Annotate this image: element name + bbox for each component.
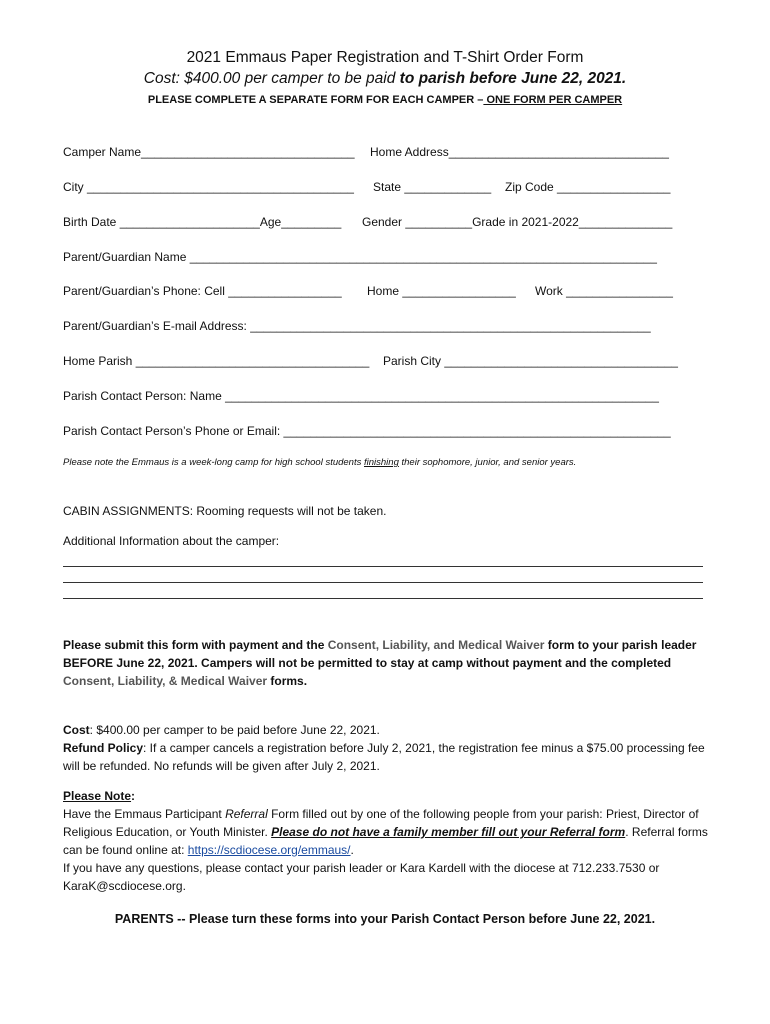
waiver-form-name: Consent, Liability, and Medical Waiver — [327, 638, 545, 652]
refund-label: Refund Policy — [63, 741, 144, 755]
questions-paragraph: If you have any questions, please contact your parish leader or Kara Kardell with the diocese at 712.233.7530 or KaraK@scdiocese.org. — [63, 861, 660, 893]
parish-contact-name-field[interactable]: Parish Contact Person: Name _________________________________________________________________ — [63, 389, 659, 403]
submission-text: form to your parish leader BEFORE June 22, 2021. Campers will not be permitted to stay at camp without payment and the completed — [63, 638, 697, 670]
camp-note — [63, 457, 576, 468]
cost-text: : $400.00 per camper to be paid before June 22, 2021. — [89, 723, 380, 737]
parish-contact-phone-field[interactable]: Parish Contact Person’s Phone or Email: __________________________________________________________ — [63, 424, 671, 438]
birth-date-age-field[interactable]: Birth Date _____________________Age_________ — [63, 215, 342, 229]
parent-work-phone-field[interactable]: Work ________________ — [535, 284, 673, 298]
submission-text: Please submit this form with payment and the — [63, 638, 328, 652]
refund-text: : If a camper cancels a registration before July 2, 2021, the registration fee minus a $75.00 processing fee will be refunded. No refunds will be given after July 2, 2021. — [63, 741, 705, 773]
referral-paragraph — [63, 805, 723, 859]
additional-info-line[interactable] — [63, 582, 703, 583]
camp-note-emphasis: finishing — [364, 457, 399, 468]
camper-name-field[interactable]: Camper Name________________________________ — [63, 145, 355, 159]
cost-refund-block — [63, 721, 723, 775]
cabin-assignments: CABIN ASSIGNMENTS: Rooming requests will not be taken. — [63, 504, 387, 518]
state-field[interactable]: State _____________ — [373, 180, 492, 194]
cost-label: Cost — [63, 723, 90, 737]
emmaus-referral-link[interactable]: https://scdiocese.org/emmaus/ — [187, 843, 351, 857]
please-note-colon: : — [131, 789, 136, 803]
home-address-field[interactable]: Home Address_________________________________ — [370, 145, 669, 159]
please-note-heading — [63, 787, 723, 805]
please-note-heading-text: Please Note — [63, 789, 132, 803]
parish-city-field[interactable]: Parish City ___________________________________ — [383, 354, 678, 368]
please-note-block — [63, 787, 723, 895]
home-parish-field[interactable]: Home Parish ___________________________________ — [63, 354, 370, 368]
referral-text: Have the Emmaus Participant — [63, 807, 226, 821]
cost-subtitle-text: Cost: $400.00 per camper to be paid — [143, 70, 400, 87]
submission-text: forms. — [267, 674, 308, 688]
waiver-form-name: Consent, Liability, & Medical Waiver — [63, 674, 268, 688]
parent-name-field[interactable]: Parent/Guardian Name ______________________________________________________________________ — [63, 250, 657, 264]
submission-instructions — [63, 636, 723, 690]
additional-info-line[interactable] — [63, 598, 703, 599]
instructions-emphasis: ONE FORM PER CAMPER — [483, 94, 623, 106]
cost-subtitle-deadline: to parish before June 22, 2021. — [399, 70, 627, 87]
zip-field[interactable]: Zip Code _________________ — [505, 180, 671, 194]
parent-email-field[interactable]: Parent/Guardian’s E-mail Address: ____________________________________________________________ — [63, 319, 651, 333]
parent-cell-phone-field[interactable]: Parent/Guardian’s Phone: Cell _________________ — [63, 284, 342, 298]
referral-italic: Referral — [225, 807, 268, 821]
camp-note-text-end: their sophomore, junior, and senior years. — [398, 457, 577, 468]
camp-note-text: Please note the Emmaus is a week-long camp for high school students — [63, 457, 364, 468]
additional-info-line[interactable] — [63, 566, 703, 567]
referral-text: Form filled out by one of the following people from your parish: Priest, Director of Religious Education, or Youth Minister. — [63, 807, 699, 839]
cost-subtitle — [0, 70, 770, 88]
parents-reminder: PARENTS -- Please turn these forms into your Parish Contact Person before June 22, 2021. — [114, 912, 656, 926]
form-title: 2021 Emmaus Paper Registration and T-Shirt Order Form — [186, 49, 584, 66]
family-member-warning: Please do not have a family member fill out your Referral form — [271, 825, 626, 839]
instructions-text: PLEASE COMPLETE A SEPARATE FORM FOR EACH CAMPER – — [147, 94, 484, 106]
cost-paragraph — [63, 721, 723, 739]
referral-text: . — [350, 843, 354, 857]
gender-grade-field[interactable]: Gender __________Grade in 2021-2022______________ — [362, 215, 673, 229]
referral-text: . Referral forms can be found online at: — [63, 825, 708, 857]
refund-paragraph — [63, 739, 723, 775]
parent-home-phone-field[interactable]: Home _________________ — [367, 284, 516, 298]
city-field[interactable]: City ________________________________________ — [63, 180, 354, 194]
additional-info-label: Additional Information about the camper: — [63, 534, 280, 548]
form-instructions — [0, 94, 770, 106]
